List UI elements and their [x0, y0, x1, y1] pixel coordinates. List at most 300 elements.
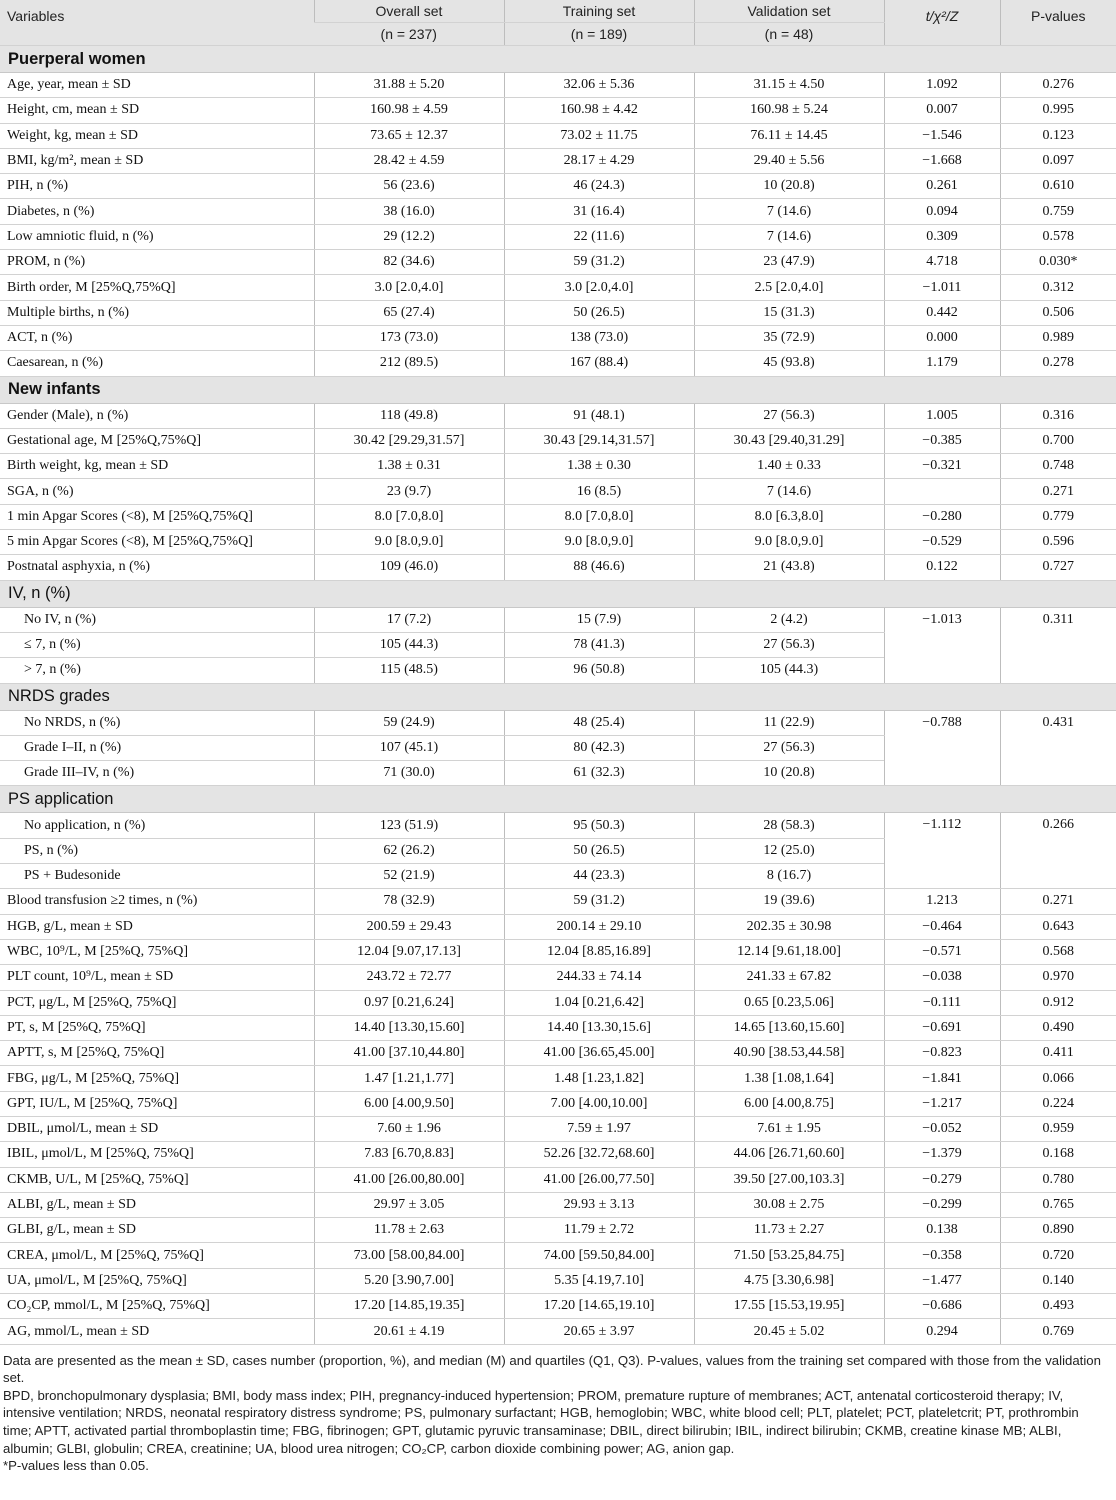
variable-cell: ACT, n (%) [0, 325, 314, 350]
stat-cell: −0.385 [884, 428, 1000, 453]
table-row [0, 351, 1116, 376]
validation-cell: 27 (56.3) [694, 735, 884, 760]
validation-cell: 160.98 ± 5.24 [694, 98, 884, 123]
stat-cell: −0.321 [884, 454, 1000, 479]
training-cell: 61 (32.3) [504, 761, 694, 786]
variable-cell: Diabetes, n (%) [0, 199, 314, 224]
header-row [0, 0, 1116, 23]
stat-cell: 0.442 [884, 300, 1000, 325]
stat-cell: −0.686 [884, 1294, 1000, 1319]
note-significance: *P-values less than 0.05. [3, 1458, 149, 1474]
header-overall: Overall set [314, 0, 504, 23]
pvalue-cell: 0.276 [1000, 73, 1116, 98]
validation-cell: 71.50 [53.25,84.75] [694, 1243, 884, 1268]
overall-cell: 78 (32.9) [314, 889, 504, 914]
table-row [0, 607, 1116, 632]
overall-cell: 41.00 [37.10,44.80] [314, 1041, 504, 1066]
training-cell: 78 (41.3) [504, 632, 694, 657]
table-row [0, 174, 1116, 199]
validation-cell: 29.40 ± 5.56 [694, 148, 884, 173]
training-cell: 138 (73.0) [504, 325, 694, 350]
table-row [0, 1192, 1116, 1217]
overall-cell: 115 (48.5) [314, 658, 504, 683]
stat-cell: 0.000 [884, 325, 1000, 350]
overall-cell: 8.0 [7.0,8.0] [314, 504, 504, 529]
header-overall-n: (n = 237) [314, 23, 504, 46]
overall-cell: 1.47 [1.21,1.77] [314, 1066, 504, 1091]
table-row [0, 889, 1116, 914]
training-cell: 200.14 ± 29.10 [504, 914, 694, 939]
table-row [0, 555, 1116, 580]
pvalue-cell: 0.168 [1000, 1142, 1116, 1167]
training-cell: 20.65 ± 3.97 [504, 1319, 694, 1344]
stat-cell: −0.299 [884, 1192, 1000, 1217]
validation-cell: 76.11 ± 14.45 [694, 123, 884, 148]
stat-cell: −0.279 [884, 1167, 1000, 1192]
training-cell: 32.06 ± 5.36 [504, 73, 694, 98]
overall-cell: 7.83 [6.70,8.83] [314, 1142, 504, 1167]
validation-cell: 12.14 [9.61,18.00] [694, 939, 884, 964]
overall-cell: 160.98 ± 4.59 [314, 98, 504, 123]
header-variables: Variables [0, 0, 314, 46]
overall-cell: 212 (89.5) [314, 351, 504, 376]
validation-cell: 8.0 [6.3,8.0] [694, 504, 884, 529]
table-row [0, 939, 1116, 964]
stat-cell: −0.038 [884, 965, 1000, 990]
pvalue-cell: 0.097 [1000, 148, 1116, 173]
pvalue-cell: 0.431 [1000, 710, 1116, 786]
section-title: NRDS grades [0, 683, 1116, 710]
training-cell: 91 (48.1) [504, 403, 694, 428]
stat-cell: −0.464 [884, 914, 1000, 939]
table-row [0, 1015, 1116, 1040]
validation-cell: 45 (93.8) [694, 351, 884, 376]
validation-cell: 30.43 [29.40,31.29] [694, 428, 884, 453]
training-cell: 7.00 [4.00,10.00] [504, 1091, 694, 1116]
stat-cell: 4.718 [884, 250, 1000, 275]
overall-cell: 12.04 [9.07,17.13] [314, 939, 504, 964]
training-cell: 28.17 ± 4.29 [504, 148, 694, 173]
training-cell: 41.00 [26.00,77.50] [504, 1167, 694, 1192]
stat-cell: −1.379 [884, 1142, 1000, 1167]
variable-cell: DBIL, μmol/L, mean ± SD [0, 1116, 314, 1141]
variable-cell: UA, μmol/L, M [25%Q, 75%Q] [0, 1268, 314, 1293]
pvalue-cell: 0.610 [1000, 174, 1116, 199]
table-row [0, 224, 1116, 249]
table-row [0, 990, 1116, 1015]
pvalue-cell: 0.266 [1000, 813, 1116, 889]
stat-cell: −1.477 [884, 1268, 1000, 1293]
training-cell: 30.43 [29.14,31.57] [504, 428, 694, 453]
validation-cell: 6.00 [4.00,8.75] [694, 1091, 884, 1116]
pvalue-cell: 0.030* [1000, 250, 1116, 275]
pvalue-cell: 0.779 [1000, 504, 1116, 529]
overall-cell: 107 (45.1) [314, 735, 504, 760]
stat-cell: 0.138 [884, 1218, 1000, 1243]
section-title: New infants [0, 376, 1116, 403]
pvalue-cell: 0.959 [1000, 1116, 1116, 1141]
training-cell: 31 (16.4) [504, 199, 694, 224]
validation-cell: 4.75 [3.30,6.98] [694, 1268, 884, 1293]
training-cell: 15 (7.9) [504, 607, 694, 632]
table-row [0, 530, 1116, 555]
variable-cell: Low amniotic fluid, n (%) [0, 224, 314, 249]
overall-cell: 6.00 [4.00,9.50] [314, 1091, 504, 1116]
validation-cell: 14.65 [13.60,15.60] [694, 1015, 884, 1040]
stat-cell: 0.122 [884, 555, 1000, 580]
overall-cell: 41.00 [26.00,80.00] [314, 1167, 504, 1192]
table-row [0, 1167, 1116, 1192]
training-cell: 46 (24.3) [504, 174, 694, 199]
overall-cell: 65 (27.4) [314, 300, 504, 325]
table-row [0, 479, 1116, 504]
training-cell: 95 (50.3) [504, 813, 694, 838]
overall-cell: 62 (26.2) [314, 838, 504, 863]
overall-cell: 20.61 ± 4.19 [314, 1319, 504, 1344]
training-cell: 29.93 ± 3.13 [504, 1192, 694, 1217]
pvalue-cell: 0.411 [1000, 1041, 1116, 1066]
overall-cell: 1.38 ± 0.31 [314, 454, 504, 479]
stat-cell: 1.213 [884, 889, 1000, 914]
variable-cell: Grade I–II, n (%) [0, 735, 314, 760]
variable-cell: ALBI, g/L, mean ± SD [0, 1192, 314, 1217]
overall-cell: 82 (34.6) [314, 250, 504, 275]
overall-cell: 30.42 [29.29,31.57] [314, 428, 504, 453]
training-cell: 88 (46.6) [504, 555, 694, 580]
variable-cell: Multiple births, n (%) [0, 300, 314, 325]
table-row [0, 325, 1116, 350]
table-row [0, 914, 1116, 939]
stat-cell: −0.691 [884, 1015, 1000, 1040]
pvalue-cell: 0.765 [1000, 1192, 1116, 1217]
training-cell: 1.48 [1.23,1.82] [504, 1066, 694, 1091]
pvalue-cell: 0.224 [1000, 1091, 1116, 1116]
overall-cell: 29 (12.2) [314, 224, 504, 249]
pvalue-cell: 0.700 [1000, 428, 1116, 453]
validation-cell: 11.73 ± 2.27 [694, 1218, 884, 1243]
variable-cell: GPT, IU/L, M [25%Q, 75%Q] [0, 1091, 314, 1116]
validation-cell: 0.65 [0.23,5.06] [694, 990, 884, 1015]
validation-cell: 21 (43.8) [694, 555, 884, 580]
overall-cell: 200.59 ± 29.43 [314, 914, 504, 939]
table-row [0, 1243, 1116, 1268]
training-cell: 48 (25.4) [504, 710, 694, 735]
section-title: Puerperal women [0, 46, 1116, 73]
section-header [0, 376, 1116, 403]
overall-cell: 56 (23.6) [314, 174, 504, 199]
overall-cell: 243.72 ± 72.77 [314, 965, 504, 990]
overall-cell: 52 (21.9) [314, 864, 504, 889]
section-header [0, 46, 1116, 73]
validation-cell: 1.40 ± 0.33 [694, 454, 884, 479]
variable-cell: Height, cm, mean ± SD [0, 98, 314, 123]
validation-cell: 40.90 [38.53,44.58] [694, 1041, 884, 1066]
table-row [0, 403, 1116, 428]
variable-cell: Gender (Male), n (%) [0, 403, 314, 428]
validation-cell: 27 (56.3) [694, 403, 884, 428]
table-row [0, 1142, 1116, 1167]
stat-cell: −0.111 [884, 990, 1000, 1015]
validation-cell: 105 (44.3) [694, 658, 884, 683]
table-row [0, 454, 1116, 479]
stat-cell: 1.179 [884, 351, 1000, 376]
training-cell: 1.38 ± 0.30 [504, 454, 694, 479]
overall-cell: 105 (44.3) [314, 632, 504, 657]
stat-cell: −0.571 [884, 939, 1000, 964]
section-title: PS application [0, 786, 1116, 813]
pvalue-cell: 0.912 [1000, 990, 1116, 1015]
stat-cell: 0.309 [884, 224, 1000, 249]
stat-cell: −0.788 [884, 710, 1000, 786]
validation-cell: 27 (56.3) [694, 632, 884, 657]
stat-cell [884, 479, 1000, 504]
variable-cell: PS + Budesonide [0, 864, 314, 889]
table-row [0, 275, 1116, 300]
variable-cell: PCT, μg/L, M [25%Q, 75%Q] [0, 990, 314, 1015]
training-cell: 12.04 [8.85,16.89] [504, 939, 694, 964]
overall-cell: 14.40 [13.30,15.60] [314, 1015, 504, 1040]
pvalue-cell: 0.271 [1000, 479, 1116, 504]
training-cell: 41.00 [36.65,45.00] [504, 1041, 694, 1066]
pvalue-cell: 0.493 [1000, 1294, 1116, 1319]
pvalue-cell: 0.989 [1000, 325, 1116, 350]
training-cell: 3.0 [2.0,4.0] [504, 275, 694, 300]
overall-cell: 3.0 [2.0,4.0] [314, 275, 504, 300]
header-validation-n: (n = 48) [694, 23, 884, 46]
variable-cell: PIH, n (%) [0, 174, 314, 199]
table-row [0, 1218, 1116, 1243]
variable-cell: Postnatal asphyxia, n (%) [0, 555, 314, 580]
training-cell: 17.20 [14.65,19.10] [504, 1294, 694, 1319]
pvalue-cell: 0.311 [1000, 607, 1116, 683]
table-row [0, 813, 1116, 838]
validation-cell: 202.35 ± 30.98 [694, 914, 884, 939]
training-cell: 8.0 [7.0,8.0] [504, 504, 694, 529]
header-validation: Validation set [694, 0, 884, 23]
section-header [0, 580, 1116, 607]
training-cell: 167 (88.4) [504, 351, 694, 376]
variable-cell: PLT count, 10⁹/L, mean ± SD [0, 965, 314, 990]
table-row [0, 965, 1116, 990]
stat-cell: −1.112 [884, 813, 1000, 889]
overall-cell: 59 (24.9) [314, 710, 504, 735]
variable-cell: Grade III–IV, n (%) [0, 761, 314, 786]
variable-cell: Blood transfusion ≥2 times, n (%) [0, 889, 314, 914]
table-row [0, 300, 1116, 325]
variable-cell: No NRDS, n (%) [0, 710, 314, 735]
pvalue-cell: 0.123 [1000, 123, 1116, 148]
variable-cell: 1 min Apgar Scores (<8), M [25%Q,75%Q] [0, 504, 314, 529]
training-cell: 14.40 [13.30,15.6] [504, 1015, 694, 1040]
training-cell: 1.04 [0.21,6.42] [504, 990, 694, 1015]
variable-cell: Birth weight, kg, mean ± SD [0, 454, 314, 479]
pvalue-cell: 0.890 [1000, 1218, 1116, 1243]
stat-cell: 0.007 [884, 98, 1000, 123]
variable-cell: No application, n (%) [0, 813, 314, 838]
pvalue-cell: 0.278 [1000, 351, 1116, 376]
stat-cell: 0.261 [884, 174, 1000, 199]
table-row [0, 98, 1116, 123]
validation-cell: 7 (14.6) [694, 199, 884, 224]
validation-cell: 7 (14.6) [694, 224, 884, 249]
validation-cell: 2.5 [2.0,4.0] [694, 275, 884, 300]
table-row [0, 199, 1116, 224]
pvalue-cell: 0.490 [1000, 1015, 1116, 1040]
stat-cell: −0.280 [884, 504, 1000, 529]
overall-cell: 118 (49.8) [314, 403, 504, 428]
pvalue-cell: 0.748 [1000, 454, 1116, 479]
variable-cell: ≤ 7, n (%) [0, 632, 314, 657]
overall-cell: 123 (51.9) [314, 813, 504, 838]
stat-cell: 1.005 [884, 403, 1000, 428]
pvalue-cell: 0.596 [1000, 530, 1116, 555]
header-training: Training set [504, 0, 694, 23]
overall-cell: 71 (30.0) [314, 761, 504, 786]
variable-cell: FBG, μg/L, M [25%Q, 75%Q] [0, 1066, 314, 1091]
overall-cell: 11.78 ± 2.63 [314, 1218, 504, 1243]
table-row [0, 250, 1116, 275]
pvalue-cell: 0.970 [1000, 965, 1116, 990]
variable-cell: PROM, n (%) [0, 250, 314, 275]
variable-cell: HGB, g/L, mean ± SD [0, 914, 314, 939]
variable-cell: GLBI, g/L, mean ± SD [0, 1218, 314, 1243]
table-row [0, 428, 1116, 453]
note-data-presentation: Data are presented as the mean ± SD, cases number (proportion, %), and median (M) and quartiles (Q1, Q3). P-values, values from the training set compared with those from the validation set. [3, 1352, 1101, 1386]
note-abbreviations: BPD, bronchopulmonary dysplasia; BMI, body mass index; PIH, pregnancy-induced hypertension; PROM, premature rupture of membranes; ACT, antenatal corticosteroid therapy; IV, intensive ventilation; NRDS, neonatal respiratory distress syndrome; PS, pulmonary surfactant; HGB, hemoglobin; WBC, white blood cell; PLT, platelet; PCT, plateletcrit; PT, prothrombin time; APTT, activated partial thromboplastin time; FBG, fibrinogen; GPT, glutamic pyruvic transaminase; DBIL, direct bilirubin; IBIL, indirect bilirubin; CKMB, creatine kinase MB; ALBI, albumin; GLBI, globulin; CREA, creatinine; UA, blood urea nitrogen; CO₂CP, carbon dioxide combining power; AG, anion gap. [3, 1387, 1079, 1456]
training-cell: 96 (50.8) [504, 658, 694, 683]
training-cell: 9.0 [8.0,9.0] [504, 530, 694, 555]
training-cell: 52.26 [32.72,68.60] [504, 1142, 694, 1167]
variable-cell: Weight, kg, mean ± SD [0, 123, 314, 148]
validation-cell: 30.08 ± 2.75 [694, 1192, 884, 1217]
validation-cell: 28 (58.3) [694, 813, 884, 838]
variable-cell: BMI, kg/m², mean ± SD [0, 148, 314, 173]
validation-cell: 11 (22.9) [694, 710, 884, 735]
training-cell: 80 (42.3) [504, 735, 694, 760]
overall-cell: 0.97 [0.21,6.24] [314, 990, 504, 1015]
training-cell: 59 (31.2) [504, 250, 694, 275]
variable-cell: PT, s, M [25%Q, 75%Q] [0, 1015, 314, 1040]
validation-cell: 20.45 ± 5.02 [694, 1319, 884, 1344]
pvalue-cell: 0.780 [1000, 1167, 1116, 1192]
table-row [0, 123, 1116, 148]
pvalue-cell: 0.769 [1000, 1319, 1116, 1344]
training-cell: 11.79 ± 2.72 [504, 1218, 694, 1243]
overall-cell: 28.42 ± 4.59 [314, 148, 504, 173]
pvalue-cell: 0.995 [1000, 98, 1116, 123]
stat-cell: −1.013 [884, 607, 1000, 683]
validation-cell: 23 (47.9) [694, 250, 884, 275]
header-training-n: (n = 189) [504, 23, 694, 46]
stat-cell: −0.358 [884, 1243, 1000, 1268]
variable-cell: > 7, n (%) [0, 658, 314, 683]
variable-cell: CKMB, U/L, M [25%Q, 75%Q] [0, 1167, 314, 1192]
overall-cell: 17 (7.2) [314, 607, 504, 632]
table-row [0, 148, 1116, 173]
pvalue-cell: 0.271 [1000, 889, 1116, 914]
table-row [0, 1116, 1116, 1141]
section-header [0, 683, 1116, 710]
overall-cell: 5.20 [3.90,7.00] [314, 1268, 504, 1293]
validation-cell: 15 (31.3) [694, 300, 884, 325]
training-cell: 16 (8.5) [504, 479, 694, 504]
stat-cell: −1.011 [884, 275, 1000, 300]
validation-cell: 12 (25.0) [694, 838, 884, 863]
stat-cell: 1.092 [884, 73, 1000, 98]
validation-cell: 39.50 [27.00,103.3] [694, 1167, 884, 1192]
overall-cell: 31.88 ± 5.20 [314, 73, 504, 98]
variable-cell: WBC, 10⁹/L, M [25%Q, 75%Q] [0, 939, 314, 964]
table-row [0, 1294, 1116, 1319]
pvalue-cell: 0.506 [1000, 300, 1116, 325]
header-stat: t/χ²/Z [884, 0, 1000, 46]
section-title: IV, n (%) [0, 580, 1116, 607]
table-row [0, 710, 1116, 735]
pvalue-cell: 0.720 [1000, 1243, 1116, 1268]
stat-cell: −1.217 [884, 1091, 1000, 1116]
training-cell: 50 (26.5) [504, 300, 694, 325]
validation-cell: 7 (14.6) [694, 479, 884, 504]
validation-cell: 19 (39.6) [694, 889, 884, 914]
overall-cell: 73.00 [58.00,84.00] [314, 1243, 504, 1268]
training-cell: 160.98 ± 4.42 [504, 98, 694, 123]
variable-cell: Gestational age, M [25%Q,75%Q] [0, 428, 314, 453]
training-cell: 244.33 ± 74.14 [504, 965, 694, 990]
table-row [0, 73, 1116, 98]
overall-cell: 73.65 ± 12.37 [314, 123, 504, 148]
overall-cell: 173 (73.0) [314, 325, 504, 350]
overall-cell: 23 (9.7) [314, 479, 504, 504]
variable-cell: SGA, n (%) [0, 479, 314, 504]
variable-cell: 5 min Apgar Scores (<8), M [25%Q,75%Q] [0, 530, 314, 555]
training-cell: 50 (26.5) [504, 838, 694, 863]
stat-cell: −1.546 [884, 123, 1000, 148]
validation-cell: 31.15 ± 4.50 [694, 73, 884, 98]
pvalue-cell: 0.643 [1000, 914, 1116, 939]
validation-cell: 9.0 [8.0,9.0] [694, 530, 884, 555]
header-pvalues: P-values [1000, 0, 1116, 46]
validation-cell: 44.06 [26.71,60.60] [694, 1142, 884, 1167]
section-header [0, 786, 1116, 813]
training-cell: 7.59 ± 1.97 [504, 1116, 694, 1141]
pvalue-cell: 0.727 [1000, 555, 1116, 580]
pvalue-cell: 0.759 [1000, 199, 1116, 224]
stat-cell: −1.841 [884, 1066, 1000, 1091]
pvalue-cell: 0.316 [1000, 403, 1116, 428]
stat-cell: 0.094 [884, 199, 1000, 224]
stat-cell: 0.294 [884, 1319, 1000, 1344]
variable-cell: PS, n (%) [0, 838, 314, 863]
table-notes [0, 1345, 1116, 1475]
pvalue-cell: 0.140 [1000, 1268, 1116, 1293]
variable-cell: IBIL, μmol/L, M [25%Q, 75%Q] [0, 1142, 314, 1167]
validation-cell: 7.61 ± 1.95 [694, 1116, 884, 1141]
stat-cell: −1.668 [884, 148, 1000, 173]
table-row [0, 1066, 1116, 1091]
pvalue-cell: 0.578 [1000, 224, 1116, 249]
variable-cell: No IV, n (%) [0, 607, 314, 632]
training-cell: 74.00 [59.50,84.00] [504, 1243, 694, 1268]
stat-cell: −0.823 [884, 1041, 1000, 1066]
table-row [0, 1319, 1116, 1344]
table-row [0, 1091, 1116, 1116]
variable-cell: AG, mmol/L, mean ± SD [0, 1319, 314, 1344]
validation-cell: 2 (4.2) [694, 607, 884, 632]
table-row [0, 504, 1116, 529]
validation-cell: 8 (16.7) [694, 864, 884, 889]
pvalue-cell: 0.066 [1000, 1066, 1116, 1091]
training-cell: 59 (31.2) [504, 889, 694, 914]
